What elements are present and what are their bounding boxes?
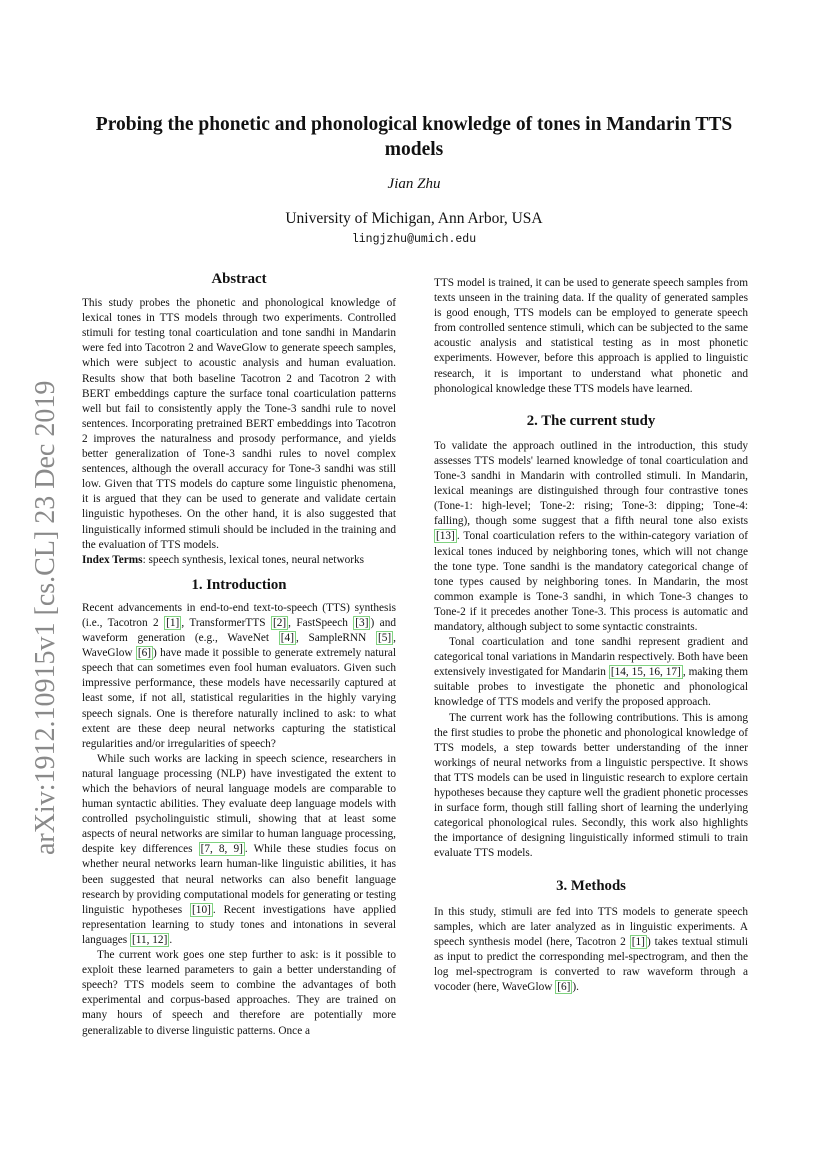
- intro-paragraph-3-continued: TTS model is trained, it can be used to generate speech samples from texts unseen in the training data. If the quality of generated samples is good enough, TTS models can be employed to generate speech from controlled sentence stimuli, which can be subjected to the same acoustic analysis and statistical testing as in most phonetic experiments. However, before this approach is applied to linguistic research, it is important to understand what phonetic and phonological knowledge these TTS models have learned.: [434, 277, 748, 395]
- author-name: Jian Zhu: [387, 176, 441, 192]
- left-column: [82, 272, 396, 1039]
- citation-link[interactable]: [6]: [137, 647, 152, 660]
- citation-link[interactable]: [14, 15, 16, 17]: [610, 666, 681, 679]
- citation-link[interactable]: [1]: [166, 616, 180, 629]
- citation-link[interactable]: [11, 12]: [132, 933, 168, 946]
- citation-link[interactable]: [6]: [557, 981, 571, 994]
- author-affiliation: University of Michigan, Ann Arbor, USA: [285, 210, 543, 227]
- paper-title: Probing the phonetic and phonological knowledge of tones in Mandarin TTS models: [95, 114, 733, 160]
- section-heading-methods: 3. Methods: [556, 878, 626, 895]
- abstract-text: This study probes the phonetic and phonological knowledge of lexical tones in TTS models through two experiments. Controlled stimuli for testing tonal coarticulation and tone sandhi in Mandarin were fed into Tacotron 2 and WaveGlow to generate speech samples, which were subject to acoustic analysis and human evaluation. Results show that both baseline Tacotron 2 and Tacotron 2 with BERT embeddings capture the surface tonal coarticulation patterns well but fail to consistently apply the Tone-3 sandhi rule to novel sentences. Incorporating pretrained BERT embeddings into Tacotron 2 improves the naturalness and prosody performance, and yields better generalization of Tone-3 sandhi rules to novel complex sentences, although the overall accuracy for Tone-3 sandhi was still low. Given that TTS models do capture some linguistic phenomena, it is argued that they can be used to generate and validate certain linguistic hypotheses. On the other hand, it is also suggested that linguistically informed stimuli should be included in the training and the evaluation of TTS models.: [82, 297, 396, 551]
- citation-link[interactable]: [7, 8, 9]: [200, 843, 243, 856]
- citation-link[interactable]: [4]: [280, 632, 294, 645]
- citation-link[interactable]: [2]: [272, 616, 287, 629]
- methods-paragraph-1: In this study, stimuli are fed into TTS models to generate speech samples, which are later analyzed as in linguistic experiments. A speech synthesis model (here, Tacotron 2 [1] ) takes textual stimuli as input to predict the corresponding mel-spectrogram, and then the log mel-spectrogram is converted to raw waveform through a vocoder (here, WaveGlow [6] ).: [434, 905, 748, 994]
- index-terms: [82, 553, 396, 568]
- intro-paragraph-1: Recent advancements in end-to-end text-to-speech (TTS) synthesis (i.e., Tacotron 2 [1] , TransformerTTS [2] , FastSpeech [3] ) and waveform generation (e.g., WaveNet [4] , SampleRNN [5] , WaveGlow [6] ) have made it possible to generate extremely natural speech that can sometimes even fool human evaluators. Given such impressive performance, these models have necessarily captured at least some, if not all, statistical regularities in the highly varying speech signals. One is therefore naturally inclined to ask: to what extent are these deep neural networks capturing the statistical regularities and/or irregularities of speech?: [82, 601, 396, 750]
- citation-link[interactable]: [10]: [192, 903, 211, 916]
- intro-paragraph-3: The current work goes one step further to ask: is it possible to exploit these learned parameters to gain a better understanding of speech? TTS models seem to combine the advantages of both experimental and corpus-based approaches. They are trained on many hours of speech and therefore are potentially more generalizable to diverse linguistic patterns. Once a: [82, 949, 396, 1037]
- index-terms-text: : speech synthesis, lexical tones, neural networks: [142, 553, 365, 566]
- section-heading-introduction: 1. Introduction: [191, 576, 287, 593]
- intro-paragraph-2: While such works are lacking in speech science, researchers in natural language processing (NLP) have investigated the extent to which the behaviors of neural language models are comparable to human syntactic abilities. They evaluate deep language models with controlled psycholinguistic stimuli, showing that at least some aspects of neural networks are similar to human language processing, despite key differences [7, 8, 9] . While these studies focus on whether neural networks learn human-like linguistic abilities, it has been suggested that neural networks can also benefit language research by providing computational models for generating or testing linguistic hypotheses [10] . Recent investigations have applied representation learning to study tones and intonations in several languages [11, 12] .: [82, 752, 396, 946]
- study-paragraph-3: The current work has the following contributions. This is among the first studies to probe the phonetic and phonological knowledge of TTS models, a step towards better understanding of the inner workings of neural networks from a linguistic perspective. It shows that TTS models can be used in linguistic research to explore certain hypotheses because they capture well the gradient phonetic processes in surface form, though still falling short of learning the underlying categorical phonological rules. Secondly, this work also highlights the importance of designing linguistically informed stimuli to train evaluate TTS models.: [434, 711, 748, 860]
- citation-link[interactable]: [1]: [631, 935, 645, 948]
- author-email: lingjzhu@umich.edu: [351, 233, 477, 246]
- arxiv-id-text: arXiv:1912.10915v1 [cs.CL] 23 Dec 2019: [30, 380, 61, 855]
- citation-link[interactable]: [3]: [355, 616, 369, 629]
- arxiv-identifier-stamp: [14, 360, 66, 860]
- study-paragraph-1: To validate the approach outlined in the introduction, this study assesses TTS models' learned knowledge of tonal coarticulation and Tone-3 sandhi in Mandarin with controlled stimuli. In Mandarin, lexical meanings are distinguished through four contrastive tones (Tone-1: high-level; Tone-2: rising; Tone-3: dipping; Tone-4: falling), though some suggest that a fifth neural tone also exists [13] . Tonal coarticulation refers to the within-category variation of lexical tones induced by neighboring tones, which will not change the tone type. Tone sandhi is the mandatory categorical change of tone types caused by neighboring tones. In Mandarin, the most common example is Tone-3 sandhi, in which Tone-3 changes to Tone-2 if it precedes another Tone-3. This process is automatic and mandatory, although subject to some syntactic constraints.: [434, 439, 748, 633]
- section-heading-current-study: 2. The current study: [526, 412, 656, 429]
- citation-link[interactable]: [5]: [377, 632, 392, 645]
- abstract-heading: Abstract: [211, 271, 267, 287]
- right-column: [434, 276, 748, 995]
- index-terms-label: Index Terms: [82, 553, 143, 566]
- study-paragraph-2: Tonal coarticulation and tone sandhi represent gradient and categorical tonal variations in Mandarin respectively. Both have been extensively investigated for Mandarin [14, 15, 16, 17] , making them suitable probes to investigate the phonetic and phonological knowledge of TTS models and verify the proposed approach.: [434, 636, 748, 709]
- citation-link[interactable]: [13]: [436, 530, 455, 543]
